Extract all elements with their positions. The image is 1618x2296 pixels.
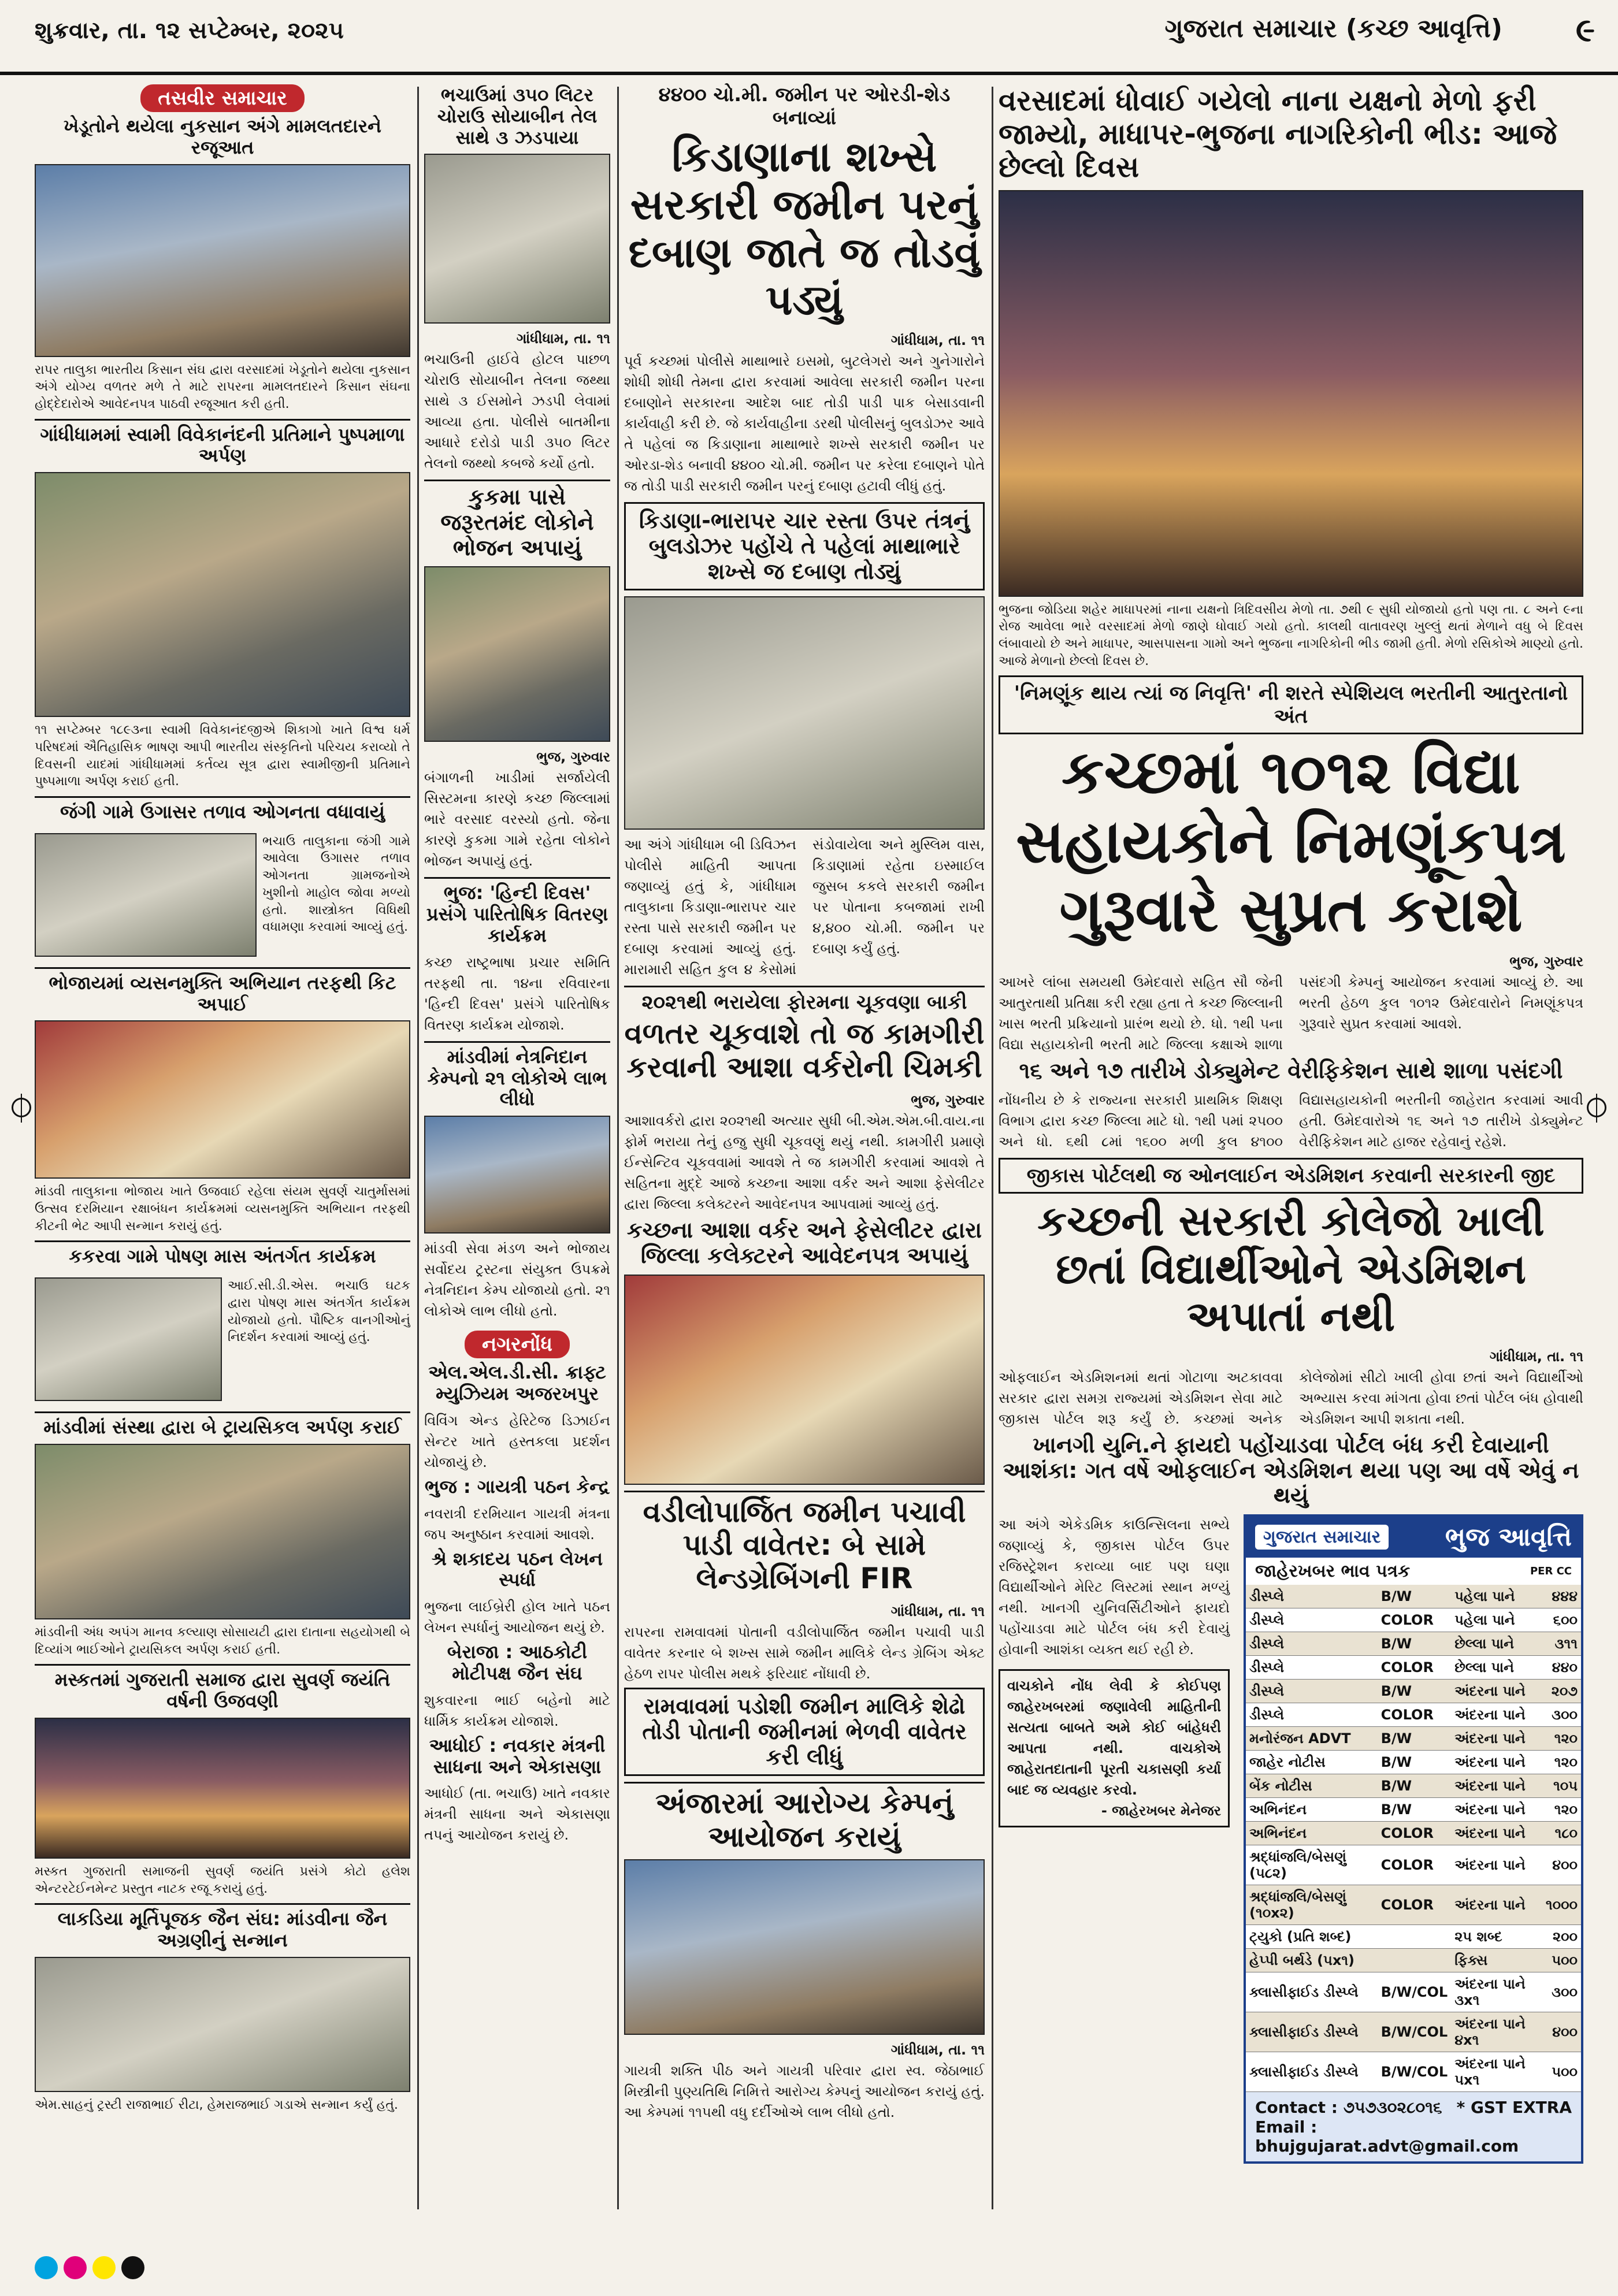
headline-health-camp: અંજારમાં આરોગ્ય કેમ્પનું આયોજન કરાયું <box>624 1782 985 1853</box>
notice-text-adhoi: આધોઈ (તા. ભચાઉ) ખાતે નવકાર મંત્રની સાધના અને એકાસણા તપનું આયોજન કરાયું છે. <box>424 1785 610 1844</box>
subhead-kidana: કિડાણા-ભારાપર ચાર રસ્તા ઉપર તંત્રનું બુલડોઝર પહોંચે તે પહેલાં માથાભારે શખ્સે જ દબાણ તોડ્યું <box>624 502 985 590</box>
photo-tricycle <box>35 1444 410 1619</box>
ad-contact <box>1246 2092 1581 2161</box>
rate-position: ૨૫ શબ્દ <box>1451 1925 1542 1949</box>
rate-position: છેલ્લા પાને <box>1451 1656 1542 1680</box>
column-rule <box>617 87 619 2209</box>
rate-label: ક્લાસીફાઈડ ડીસ્પ્લે <box>1246 1972 1378 2012</box>
photo-kakarva-poshan <box>35 1277 222 1401</box>
rate-value: ૧૨૦ <box>1542 1798 1581 1822</box>
text-kukma-food: બંગાળની ખાડીમાં સર્જાયેલી સિસ્ટમના કારણે કચ્છ જિલ્લામાં ભારે વરસાદ વરસ્યો હતો. જેના કારણે કુકમા ગામે રહેતા લોકોને ભોજન અપાયું હતું. <box>424 770 610 870</box>
dateline-kukma-food: ભુજ, ગુરુવાર <box>536 749 610 766</box>
rate-value: ૫૦૦ <box>1542 2052 1581 2092</box>
section-tag-photo-news: તસવીર સમાચાર <box>140 84 304 112</box>
rate-type: COLOR <box>1378 1703 1452 1727</box>
text-vidya-sahayak: આખરે લાંબા સમયથી ઉમેદવારો સહિત સૌ જેની આતુરતાથી પ્રતિક્ષા કરી રહ્યા હતા તે કચ્છ જિલ્લાની ખાસ ભરતી પ્રક્રિયાનો પ્રારંભ થયો છે. ધો. ૧થી ૫ના વિદ્યા સહાયકોની ભરતી માટે જિલ્લા કક્ષાએ શાળા પસંદગી કેમ્પનું આયોજન કરવામાં આવ્યું છે. આ ભરતી હેઠળ કુલ ૧૦૧૨ ઉમેદવારોને નિમણૂંકપત્ર ગુરૂવારે સુપ્રત કરવામાં આવશે. <box>999 974 1583 1053</box>
rate-position: અંદરના પાને <box>1451 1751 1542 1774</box>
ad-rate-row <box>1246 2012 1581 2052</box>
rate-position: અંદરના પાને <box>1451 1822 1542 1845</box>
rate-position: અંદરના પાને <box>1451 1727 1542 1751</box>
text-kakarva-poshan: આઈ.સી.ડી.એસ. ભચાઉ ઘટક દ્વારા પોષણ માસ અંતર્ગત કાર્યક્રમ યોજાયો હતો. પૌષ્ટિક વાનગીઓનું નિદર્શન કરવામાં આવ્યું હતું. <box>228 1279 410 1345</box>
headline-hindi-divas: ભુજ: 'હિન્દી દિવસ' પ્રસંગે પારિતોષિક વિતરણ કાર્યક્રમ <box>424 877 610 946</box>
caption-vivekananda: ૧૧ સપ્ટેમ્બર ૧૮૯૩ના સ્વામી વિવેકાનંદજીએ શિકાગો ખાતે વિશ્વ ધર્મ પરિષદમાં ઐતિહાસિક ભાષણ આપી ભારતીય સંસ્કૃતિનો પરિચય કરાવ્યો તે દિવસની યાદમાં ગાંધીધામમાં કર્તવ્ય સૂત્ર દ્વારા સ્વામીજીની પ્રતિમાને પુષ્પમાળા અર્પણ કરાઈ હતી. <box>35 723 410 789</box>
ad-rate-row <box>1246 1727 1581 1751</box>
kicker-asha-workers: ૨૦૨૧થી ભરાયેલા ફોરમના ચૂકવણા બાકી <box>624 986 985 1014</box>
photo-soyabean-oil <box>424 154 610 324</box>
gst-note: * GST EXTRA <box>1456 2098 1572 2117</box>
dateline-colleges: ગાંધીધામ, તા. ૧૧ <box>1489 1348 1583 1365</box>
text-kidana: પૂર્વ કચ્છમાં પોલીસે માથાભારે ઇસમો, બુટલેગરો અને ગુનેગારોને શોધી શોધી તેમના દ્વારા કરવામાં આવેલા સરકારી જમીન પરના દબાણોને સરકારના આદેશ બાદ તોડી પાડી પાક બેસાડવાની કાર્યવાહી કરી છે. જે કાર્યવાહીના ડરથી પોલીસનું બુલડોઝર આવે તે પહેલાં જ કિડાણાના માથાભારે શખ્સે સરકારી જમીન પર ઓરડા-શેડ બનાવી ૪૪૦૦ ચો.મી. જમીન પર કરેલા દબાણને પોતે જ તોડી પાડી સરકારી જમીન પરનું દબાણ હટાવી લીધું હતું. <box>624 353 985 495</box>
caption-fair: ભુજના જોડિયા શહેર માધાપરમાં નાના યક્ષનો ત્રિદિવસીય મેળો તા. ૭થી ૯ સુધી યોજાયો હતો પણ તા. ૮ અને ૯ના રોજ આવેલા ભારે વરસાદમાં મેળો જાણે ધોવાઈ ગયો હતો. કાલથી વાતાવરણ ખુલ્લું થતાં મેળાને વધુ બે દિવસ લંબાવાયો છે અને માધાપર, આસપાસના ગામો અને ભુજના નાગરિકોની ભીડ જામી હતી. મેળો રસિકોએ માણ્યો હતો. આજે મેળાનો છેલ્લો દિવસ છે. <box>999 602 1583 668</box>
color-swatch-yellow <box>92 2256 116 2279</box>
headline-lakadiya-jain: લાકડિયા મૂર્તિપૂજક જૈન સંઘ: માંડવીના જૈન અગ્રણીનું સન્માન <box>35 1903 410 1951</box>
ad-rate-row <box>1246 1949 1581 1972</box>
notice-text-gayatri: નવરાત્રી દરમિયાન ગાયત્રી મંત્રના જપ અનુષ્ઠાન કરવામાં આવશે. <box>424 1505 610 1543</box>
headline-fair: વરસાદમાં ધોવાઈ ગયેલો નાના યક્ષનો મેળો ફરી જામ્યો, માધાપર-ભુજના નાગરિકોની ભીડ: આજે છેલ્લો દિવસ <box>999 84 1557 184</box>
headline-jangi-lake: જંગી ગામે ઉગાસર તળાવ ઓગનતા વધાવાયું <box>35 796 410 823</box>
rate-type: COLOR <box>1378 1656 1452 1680</box>
headline-land-grabbing: વડીલોપાર્જિત જમીન પચાવી પાડી વાવેતર: બે સામે લેન્ડગ્રેબિંગની FIR <box>624 1491 985 1596</box>
rate-type: B/W <box>1378 1774 1452 1798</box>
subhead-colleges: ખાનગી યુનિ.ને ફાયદો પહોંચાડવા પોર્ટલ બંધ કરી દેવાયાની આશંકા: ગત વર્ષે ઓફલાઈન એડમિશન થયા પણ આ વર્ષે એવું ન થયું <box>1003 1432 1579 1509</box>
rate-label: શ્રદ્ધાંજલિ/બેસણું (૫૮૨) <box>1246 1845 1378 1885</box>
dateline-land-grabbing: ગાંધીધામ, તા. ૧૧ <box>890 1603 985 1620</box>
issue-date: શુક્રવાર, તા. ૧૨ સપ્ટેમ્બર, ૨૦૨૫ <box>35 17 344 44</box>
rate-label: બેંક નોટીસ <box>1246 1774 1378 1798</box>
column-photo-news <box>35 81 410 2215</box>
rate-label: ડીસ્પ્લે <box>1246 1703 1378 1727</box>
dateline-vidya-sahayak: ભુજ, ગુરુવાર <box>1509 953 1583 970</box>
rate-position: અંદરના પાને <box>1451 1798 1542 1822</box>
rate-value: ૬૦૦ <box>1542 1608 1581 1632</box>
rate-value: ૩૦૦ <box>1542 1703 1581 1727</box>
headline-vidya-sahayak: કચ્છમાં ૧૦૧૨ વિદ્યા સહાયકોને નિમણૂંકપત્ર ગુરૂવારે સુપ્રત કરાશે <box>1016 737 1566 946</box>
notice-title-berja: બેરાજા : આઠકોટી મોટીપક્ષ જૈન સંઘ <box>447 1641 588 1685</box>
text-eye-camp: માંડવી સેવા મંડળ અને ભોજાય સર્વોદય ટ્રસ્ટના સંયુક્ત ઉપક્રમે નેત્રનિદાન કેમ્પ યોજાયો હતો. ૨૧ લોકોએ લાભ લીધો હતો. <box>424 1240 610 1320</box>
rate-value: ૫૦૦ <box>1542 1949 1581 1972</box>
ad-rate-row <box>1246 1845 1581 1885</box>
notice-text-competition: ભુજના લાઈબ્રેરી હોલ ખાતે પઠન લેખન સ્પર્ધાનું આયોજન થયું છે. <box>424 1599 610 1636</box>
ad-rate-row <box>1246 1656 1581 1680</box>
rate-label: ડીસ્પ્લે <box>1246 1656 1378 1680</box>
ad-rate-table <box>1246 1585 1581 2092</box>
subhead-asha-workers: કચ્છના આશા વર્કર અને ફેસેલીટર દ્વારા જિલ્લા કલેક્ટરને આવેદનપત્ર અપાયું <box>626 1217 982 1268</box>
rate-value: ૧૮૦ <box>1542 1822 1581 1845</box>
headline-soyabean-oil: ભચાઉમાં ૩૫૦ લિટર ચોરાઉ સોયાબીન તેલ સાથે ૩ ઝડપાયા <box>437 84 598 148</box>
ad-rate-row <box>1246 2052 1581 2092</box>
headline-muscat: મસ્કતમાં ગુજરાતી સમાજ દ્વારા સુવર્ણ જયંતિ વર્ષની ઉજવણી <box>35 1664 410 1712</box>
photo-jangi-lake <box>35 833 257 957</box>
notice-text-berja: શુકવારના ભાઈ બહેનો માટે ધાર્મિક કાર્યક્રમ યોજાશે. <box>424 1692 610 1729</box>
rate-label: જાહેર નોટીસ <box>1246 1751 1378 1774</box>
registration-mark <box>12 1098 31 1117</box>
text-health-camp: ગાયત્રી શક્તિ પીઠ અને ગાયત્રી પરિવાર દ્વારા સ્વ. જેઠાભાઈ મિસ્ત્રીની પુણ્યતિથિ નિમિત્તે આરોગ્ય કેમ્પનું આયોજન કરાયું હતું. આ કેમ્પમાં ૧૧૫થી વધુ દર્દીઓએ લાભ લીધો હતો. <box>624 2063 985 2121</box>
ad-edition: ભુજ આવૃત્તિ <box>1445 1522 1572 1552</box>
reader-notice-sign: - જાહેરખબર મેનેજર <box>1101 1803 1221 1819</box>
text-hindi-divas: કચ્છ રાષ્ટ્રભાષા પ્રચાર સમિતિ તરફથી તા. ૧૪ના રવિવારના 'હિન્દી દિવસ' પ્રસંગે પારિતોષિક વિતરણ કાર્યક્રમ યોજાશે. <box>424 954 610 1033</box>
text-vidya-sahayak-cont: નોંધનીય છે કે રાજ્યના સરકારી પ્રાથમિક શિક્ષણ વિભાગ દ્વારા કચ્છ જિલ્લા માટે ધો. ૧થી ૫માં ૨૫૦૦ અને ધો. ૬થી ૮માં ૧૬૦૦ મળી કુલ ૪૧૦૦ વિદ્યાસહાયકોની ભરતીની જાહેરાત કરવામાં આવી હતી. ઉમેદવારોએ ૧૬ અને ૧૭ તારીખે ડોક્યુમેન્ટ વેરીફિકેશન માટે હાજર રહેવાનું રહેશે. <box>999 1091 1583 1150</box>
rate-type <box>1378 1949 1452 1972</box>
notice-title-adhoi: આધોઈ : નવકાર મંત્રની સાધના અને એકાસણા <box>429 1734 606 1778</box>
rate-value: ૪૦૦ <box>1542 1845 1581 1885</box>
ad-rate-row <box>1246 1751 1581 1774</box>
photo-eye-camp <box>424 1116 610 1234</box>
text-soyabean-oil: ભચાઉની હાઈવે હોટલ પાછળ ચોરાઉ સોયાબીન તેલના જથ્થા સાથે ૩ ઈસમોને ઝડપી લેવામાં આવ્યા હતા. પોલીસે બાતમીના આધારે દરોડો પાડી ૩૫૦ લિટર તેલનો જથ્થો કબજે કર્યો હતો. <box>424 351 610 472</box>
text-land-grabbing: રાપરના રામવાવમાં પોતાની વડીલોપાર્જિત જમીન પચાવી પાડી વાવેતર કરનાર બે શખ્સ સામે જમીન માલિકે લેન્ડ ગ્રેબિંગ એક્ટ હેઠળ રાપર પોલીસ મથકે ફરિયાદ નોંધાવી છે. <box>624 1624 985 1682</box>
rate-type: B/W/COL <box>1378 2012 1452 2052</box>
text-jangi-lake: ભચાઉ તાલુકાના જંગી ગામે આવેલા ઉગાસર તળાવ ઓગનતા ગ્રામજનોએ ખુશીનો માહોલ જોવા મળ્યો હતો. શાસ્ત્રોક્ત વિધિથી વધામણા કરવામાં આવ્યું હતું. <box>262 834 410 935</box>
notice-title-competition: શ્રે શકાદય પઠન લેખન સ્પર્ધા <box>431 1547 603 1591</box>
rate-label: ક્લાસીફાઈડ ડીસ્પ્લે <box>1246 2052 1378 2092</box>
headline-tricycle: માંડવીમાં સંસ્થા દ્વારા બે ટ્રાયસિકલ અર્પણ કરાઈ <box>35 1411 410 1438</box>
rate-value: ૪૪૦ <box>1542 1656 1581 1680</box>
ad-rate-row <box>1246 1822 1581 1845</box>
rate-value: ૨૦૭ <box>1542 1680 1581 1703</box>
rate-type: COLOR <box>1378 1885 1452 1925</box>
photo-kukma-food <box>424 566 610 742</box>
ad-rate-row <box>1246 1774 1581 1798</box>
rate-position: અંદરના પાને ૫x૧ <box>1451 2052 1542 2092</box>
kicker-vidya-sahayak: 'નિમણૂંક થાય ત્યાં જ નિવૃત્તિ' ની શરતે સ્પેશિયલ ભરતીની આતુરતાનો અંત <box>999 675 1583 734</box>
rate-value: ૨૦૦ <box>1542 1925 1581 1949</box>
ad-rate-row <box>1246 1925 1581 1949</box>
subhead-land-grabbing: રામવાવમાં પડોશી જમીન માલિકે શેઢો તોડી પોતાની જમીનમાં ભેળવી વાવેતર કરી લીધું <box>624 1688 985 1776</box>
text-asha-workers: આશાવર્કરો દ્વારા ૨૦૨૧થી અત્યાર સુધી બી.એમ.એમ.બી.વાય.ના ફોર્મ ભરાયા તેનું હજુ સુધી ચૂકવણું થયું નથી. કામગીરી પ્રમાણે ઈન્સેન્ટિવ ચૂકવવામાં આવશે તે જ કામગીરી કરવામાં આવશે તે સહિતના મુદ્દે આજે કચ્છના આશા વર્કર અને આશા ફેસેલીટર દ્વારા જિલ્લા કલેક્ટરને આવેદનપત્ર આપવામાં આવ્યું હતું. <box>624 1113 985 1213</box>
rate-position: અંદરના પાને ૩x૧ <box>1451 1972 1542 2012</box>
rate-label: શ્રદ્ધાંજલિ/બેસણું (૧૦x૨) <box>1246 1885 1378 1925</box>
subhead-vidya-sahayak: ૧૬ અને ૧૭ તારીખે ડોક્યુમેન્ટ વેરીફિકેશન સાથે શાળા પસંદગી <box>1019 1058 1563 1084</box>
color-swatch-magenta <box>64 2256 87 2279</box>
column-lead-stories <box>999 81 1583 2215</box>
rate-label: ડીસ્પ્લે <box>1246 1608 1378 1632</box>
headline-vivekananda: ગાંધીધામમાં સ્વામી વિવેકાનંદની પ્રતિમાને પુષ્પમાળા અર્પણ <box>35 419 410 467</box>
reader-notice-text: વાચકોને નોંધ લેવી કે કોઈપણ જાહેરખબરમાં જણાવેલી માહિતીની સત્યતા બાબતે અમે કોઈ બાંહેધરી આપતા નથી. વાચકોએ જાહેરાતદાતાની પૂરતી ચકાસણી કર્યા બાદ જ વ્યવહાર કરવો. <box>1007 1678 1221 1799</box>
rate-type: COLOR <box>1378 1608 1452 1632</box>
rate-label: ડીસ્પ્લે <box>1246 1680 1378 1703</box>
dateline-asha-workers: ભુજ, ગુરુવાર <box>911 1092 985 1109</box>
notice-text-craft-museum: વિવિંગ એન્ડ હેરિટેજ ડિઝાઈન સેન્ટર ખાતે હસ્તકલા પ્રદર્શન યોજાયું છે. <box>424 1412 610 1470</box>
caption-tricycle: માંડવીની અંધ અપંગ માનવ કલ્યાણ સોસાયટી દ્વારા દાતાના સહયોગથી બે દિવ્યાંગ ભાઈઓને ટ્રાયસિકલ અર્પણ કરાઈ હતી. <box>35 1625 410 1657</box>
rate-position: અંદરના પાને <box>1451 1885 1542 1925</box>
rate-position: અંદરના પાને <box>1451 1845 1542 1885</box>
dateline-soyabean-oil: ગાંધીધામ, તા. ૧૧ <box>516 330 610 347</box>
ad-rate-row <box>1246 1972 1581 2012</box>
ad-rate-row <box>1246 1585 1581 1608</box>
color-swatch-black <box>121 2256 144 2279</box>
ad-rate-row <box>1246 1703 1581 1727</box>
headline-bhojay-kit: ભોજાયમાં વ્યસનમુક્તિ અભિયાન તરફથી કિટ અપાઈ <box>35 967 410 1015</box>
rate-type: B/W <box>1378 1585 1452 1608</box>
ad-logo: ગુજરાત સમાચાર <box>1255 1525 1389 1550</box>
rate-label: ક્લાસીફાઈડ ડીસ્પ્લે <box>1246 2012 1378 2052</box>
rate-position: પહેલા પાને <box>1451 1608 1542 1632</box>
headline-asha-workers: વળતર ચૂકવાશે તો જ કામગીરી કરવાની આશા વર્કરોની ચિમકી <box>624 1017 985 1084</box>
rate-value: ૪૦૦ <box>1542 2012 1581 2052</box>
dateline-kidana: ગાંધીધામ, તા. ૧૧ <box>890 332 985 349</box>
rate-type <box>1378 1925 1452 1949</box>
photo-lakadiya-jain <box>35 1957 410 2092</box>
rate-value: ૪૪૪ <box>1542 1585 1581 1608</box>
headline-farmers: ખેડૂતોને થયેલા નુકસાન અંગે મામલતદારને રજૂઆત <box>64 115 381 158</box>
rate-type: B/W <box>1378 1798 1452 1822</box>
contact-email[interactable]: bhujgujarat.advt@gmail.com <box>1255 2137 1519 2156</box>
rate-value: ૧૦૫ <box>1542 1774 1581 1798</box>
rate-label: હેપ્પી બર્થડે (૫x૧) <box>1246 1949 1378 1972</box>
rate-type: B/W/COL <box>1378 1972 1452 2012</box>
rate-value: ૧૨૦ <box>1542 1751 1581 1774</box>
rate-position: અંદરના પાને ૪x૧ <box>1451 2012 1542 2052</box>
ad-banner <box>1246 1517 1581 1558</box>
rate-type: B/W <box>1378 1632 1452 1656</box>
photo-farmers <box>35 164 410 357</box>
rate-type: B/W <box>1378 1680 1452 1703</box>
rate-position: છેલ્લા પાને <box>1451 1632 1542 1656</box>
rate-type: B/W <box>1378 1727 1452 1751</box>
page-number: ૯ <box>1575 12 1595 49</box>
contact-label: Contact : <box>1255 2098 1338 2117</box>
photo-muscat <box>35 1718 410 1859</box>
photo-bhojay-kit <box>35 1020 410 1179</box>
rate-label: ટ્યુકો (પ્રતિ શબ્દ) <box>1246 1925 1378 1949</box>
rate-value: ૧૨૦ <box>1542 1727 1581 1751</box>
caption-muscat: મસ્કત ગુજરાતી સમાજની સુવર્ણ જયંતિ પ્રસંગે કોટો હલેશ એન્ટરટેઈનમેન્ટ પ્રસ્તુત નાટક રજૂ કરાયું હતું. <box>35 1864 410 1896</box>
ad-per-cc: PER CC <box>1530 1565 1572 1578</box>
photo-demolition <box>624 596 985 830</box>
rate-label: મનોરંજન ADVT <box>1246 1727 1378 1751</box>
rate-value: ૩૦૦ <box>1542 1972 1581 2012</box>
column-local-news <box>424 81 610 2215</box>
ad-rate-row <box>1246 1632 1581 1656</box>
text-kidana-cont: આ અંગે ગાંધીધામ બી ડિવિઝન પોલીસે માહિતી આપતા જણાવ્યું હતું કે, ગાંધીધામ તાલુકાના કિડાણા-ભારાપર ચાર રસ્તા પાસે સરકારી જમીન પર દબાણ કરવામાં આવ્યું હતું. મારામારી સહિત કુલ ૪ કેસોમાં સંડોવાયેલા અને મુસ્લિમ વાસ, કિડાણામાં રહેતા ઇસ્માઈલ જુસબ કકલે સરકારી જમીન પર પોતાના કબજામાં રાખી ૪,૪૦૦ ચો.મી. જમીન પર દબાણ કર્યું હતું. <box>624 837 985 978</box>
rate-value: ૩૧૧ <box>1542 1632 1581 1656</box>
page-header <box>0 0 1618 75</box>
text-colleges-cont: આ અંગે એકેડમિક કાઉન્સિલના સભ્યે જણાવ્યું કે, જીકાસ પોર્ટલ ઉપર રજિસ્ટ્રેશન કરાવ્યા બાદ પણ ઘણા વિદ્યાર્થીઓને મેરિટ લિસ્ટમાં સ્થાન મળ્યું નથી. ખાનગી યુનિવર્સિટીઓને ફાયદો પહોંચાડવા માટે પોર્ટલ બંધ કરી દેવાયું હોવાની આશંકા વ્યક્ત થઈ રહી છે. <box>999 1517 1230 1658</box>
rate-label: અભિનંદન <box>1246 1822 1378 1845</box>
headline-kukma-food: કુકમા પાસે જરૂરતમંદ લોકોને ભોજન અપાયું <box>424 480 610 560</box>
dateline-health-camp: ગાંધીધામ, તા. ૧૧ <box>890 2042 985 2059</box>
ad-rate-row <box>1246 1608 1581 1632</box>
ad-rate-row <box>1246 1885 1581 1925</box>
text-colleges: ઓફલાઈન એડમિશનમાં થતાં ગોટાળા અટકાવવા સરકાર દ્વારા સમગ્ર રાજ્યમાં એડમિશન સેવા માટે જીકાસ પોર્ટલ શરૂ કર્યું છે. કચ્છમાં અનેક કોલેજોમાં સીટો ખાલી હોવા છતાં અને વિદ્યાર્થીઓ અભ્યાસ કરવા માંગતા હોવા છતાં પોર્ટલ બંધ હોવાથી એડમિશન આપી શકાતા નથી. <box>999 1369 1583 1428</box>
kicker-colleges: જીકાસ પોર્ટલથી જ ઓનલાઈન એડમિશન કરવાની સરકારની જીદ <box>999 1158 1583 1194</box>
caption-farmers: રાપર તાલુકા ભારતીય કિસાન સંઘ દ્વારા વરસાદમાં ખેડૂતોને થયેલા નુકસાન અંગે યોગ્ય વળતર મળે તે માટે રાપરના મામલતદારને કિસાન સંઘના હોદ્દેદારોએ આવેદનપત્ર પાઠવી રજૂઆત કરી હતી. <box>35 362 410 411</box>
kicker-kidana: ૪૪૦૦ ચો.મી. જમીન પર ઓરડી-શેડ બનાવ્યાં <box>658 83 951 129</box>
rate-type: B/W/COL <box>1378 2052 1452 2092</box>
ad-heading: જાહેરખબર ભાવ પત્રક <box>1255 1561 1411 1582</box>
rate-type: B/W <box>1378 1751 1452 1774</box>
photo-health-camp <box>624 1859 985 2035</box>
headline-eye-camp: માંડવીમાં નેત્રનિદાન કેમ્પનો ૨૧ લોકોએ લાભ લીધો <box>424 1041 610 1110</box>
headline-colleges: કચ્છની સરકારી કોલેજો ખાલી છતાં વિદ્યાર્થીઓને એડમિશન અપાતાં નથી <box>1037 1196 1545 1341</box>
rate-label: અભિનંદન <box>1246 1798 1378 1822</box>
color-swatch-cyan <box>35 2256 58 2279</box>
rate-label: ડીસ્પ્લે <box>1246 1585 1378 1608</box>
ad-rate-row <box>1246 1798 1581 1822</box>
rate-type: COLOR <box>1378 1845 1452 1885</box>
headline-kakarva-poshan: કકરવા ગામે પોષણ માસ અંતર્ગત કાર્યક્રમ <box>35 1240 410 1267</box>
rate-value: ૧૦૦૦ <box>1542 1885 1581 1925</box>
ad-rate-row <box>1246 1680 1581 1703</box>
reader-notice <box>999 1669 1230 1827</box>
masthead-brand: ગુજરાત સમાચાર (કચ્છ આવૃત્તિ) <box>1164 14 1502 43</box>
email-label: Email : <box>1255 2117 1318 2137</box>
rate-label: ડીસ્પ્લે <box>1246 1632 1378 1656</box>
caption-bhojay-kit: માંડવી તાલુકાના ભોજાય ખાતે ઉજવાઈ રહેલા સંયમ સુવર્ણ ચાતુર્માસમાં ઉત્સવ દરમિયાન રક્ષાબંધન કાર્યક્રમમાં વ્યસનમુક્તિ અભિયાન તરફથી કીટની ભેટ આપી સન્માન કરાયું હતું. <box>35 1184 410 1234</box>
notice-title-gayatri: ભુજ : ગાયત્રી પઠન કેન્દ્ર <box>424 1475 610 1498</box>
photo-fair <box>999 190 1583 597</box>
photo-vivekananda <box>35 472 410 717</box>
registration-mark <box>1587 1098 1606 1117</box>
column-rule <box>992 87 993 2209</box>
rate-position: અંદરના પાને <box>1451 1680 1542 1703</box>
column-main-stories <box>624 81 985 2215</box>
contact-phone[interactable]: ૭૫૭૩૦૨૮૦૧૬ <box>1343 2098 1442 2117</box>
photo-asha-workers <box>624 1275 985 1485</box>
column-rule <box>417 87 419 2209</box>
section-tag-nagar-nondh: નગરનોંધ <box>465 1331 570 1358</box>
notice-title-craft-museum: એલ.એલ.ડી.સી. ક્રાફ્ટ મ્યુઝિયમ અજરખપુર <box>428 1361 606 1405</box>
rate-position: અંદરના પાને <box>1451 1703 1542 1727</box>
rate-position: અંદરના પાને <box>1451 1774 1542 1798</box>
rate-position: પહેલા પાને <box>1451 1585 1542 1608</box>
caption-lakadiya-jain: એમ.સાહનું ટ્રસ્ટી રાજાભાઈ રીટા, હેમરાજભાઈ ગડાએ સન્માન કર્યું હતું. <box>35 2097 398 2112</box>
ad-rate-card <box>1244 1514 1583 2164</box>
rate-type: COLOR <box>1378 1822 1452 1845</box>
headline-kidana: કિડાણાના શખ્સે સરકારી જમીન પરનું દબાણ જાતે જ તોડવું પડ્યું <box>628 132 981 325</box>
rate-position: ફિક્સ <box>1451 1949 1542 1972</box>
